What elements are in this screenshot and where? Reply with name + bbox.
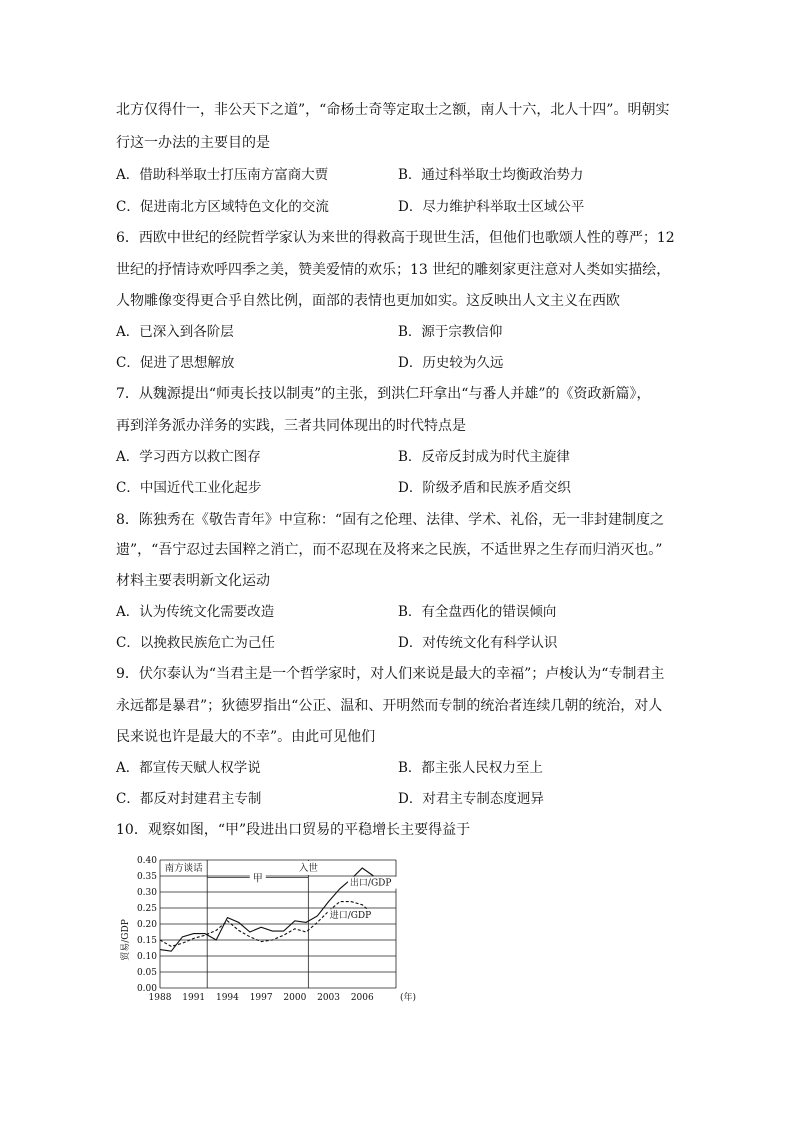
y-tick-label: 0.15 bbox=[136, 936, 157, 946]
y-tick-label: 0.00 bbox=[136, 984, 157, 994]
q9-option-a: A．都宣传天赋人权学说 bbox=[116, 760, 261, 776]
left-period-label: 南方谈话 bbox=[164, 863, 203, 874]
q10-stem: 10．观察如图，“甲”段进出口贸易的平稳增长主要得益于 bbox=[116, 822, 471, 838]
q9-stem-line-2: 永远都是暴君”；狄德罗指出“公正、温和、开明然而专制的统治者连续几朝的统治，对人 bbox=[116, 698, 663, 714]
q8-option-d: D．对传统文化有科学认识 bbox=[398, 635, 558, 651]
x-tick-label: 1997 bbox=[249, 993, 273, 1003]
q7-option-a: A．学习西方以救亡图存 bbox=[116, 449, 261, 465]
q9-stem-line-1: 9．伏尔泰认为“当君主是一个哲学家时，对人们来说是最大的幸福”；卢梭认为“专制君主 bbox=[116, 666, 665, 682]
x-tick-label: 1994 bbox=[215, 993, 239, 1003]
q5-option-c: C．促进南北方区域特色文化的交流 bbox=[116, 199, 329, 215]
q5-option-b: B．通过科举取士均衡政治势力 bbox=[398, 167, 584, 183]
q9-option-c: C．都反对封建君主专制 bbox=[116, 791, 262, 807]
y-tick-label: 0.25 bbox=[136, 904, 157, 914]
chart-series bbox=[160, 868, 406, 951]
y-tick-label: 0.05 bbox=[136, 968, 157, 978]
q7-option-d: D．阶级矛盾和民族矛盾交织 bbox=[398, 480, 571, 496]
trade-gdp-chart bbox=[116, 848, 436, 1008]
q7-option-b: B．反帝反封成为时代主旋律 bbox=[398, 449, 570, 465]
y-tick-label: 0.20 bbox=[136, 920, 157, 930]
q8-option-c: C．以挽救民族危亡为己任 bbox=[116, 635, 275, 651]
y-axis-label: 贸易/GDP bbox=[121, 919, 131, 961]
jia-label: 甲 bbox=[252, 873, 263, 885]
q6-option-d: D．历史较为久远 bbox=[398, 355, 504, 371]
q6-stem-line-2: 世纪的抒情诗欢呼四季之美，赞美爱情的欢乐；13 世纪的雕刻家更注意对人类如实描绘， bbox=[116, 262, 671, 278]
q7-stem-line-1: 7．从魏源提出“师夷长技以制夷”的主张，到洪仁玕拿出“与番人并雄”的《资政新篇》， bbox=[116, 386, 651, 402]
q9-stem-line-3: 民来说也许是最大的不幸”。由此可见他们 bbox=[116, 729, 376, 745]
x-tick-labels bbox=[149, 993, 374, 1003]
x-tick-label: 2000 bbox=[283, 993, 307, 1003]
x-tick-label: 1988 bbox=[148, 993, 172, 1003]
y-tick-label: 0.35 bbox=[136, 872, 157, 882]
export-series-label: 出口/GDP bbox=[349, 878, 392, 889]
y-tick-label: 0.10 bbox=[136, 952, 157, 962]
q6-option-c: C．促进了思想解放 bbox=[116, 355, 235, 371]
chart-annotations bbox=[161, 861, 322, 885]
q8-stem-line-1: 8．陈独秀在《敬告青年》中宣称：“固有之伦理、法律、学术、礼俗，无一非封建制度之 bbox=[116, 512, 665, 528]
q8-stem-line-2: 遗”，“吾宁忍过去国粹之消亡，而不忍现在及将来之民族，不适世界之生存而归消灭也。” bbox=[116, 542, 663, 558]
q5-stem-line-1: 北方仅得什一，非公天下之道”，“命杨士奇等定取士之额，南人十六，北人十四”。明朝实 bbox=[116, 102, 670, 118]
x-tick-label: 2003 bbox=[317, 993, 341, 1003]
q6-stem-line-1: 6．西欧中世纪的经院哲学家认为来世的得救高于现世生活，但他们也歌颂人性的尊严；12 bbox=[116, 230, 675, 246]
q9-option-d: D．对君主专制态度迥异 bbox=[398, 791, 544, 807]
q8-option-b: B．有全盘西化的错误倾向 bbox=[398, 604, 557, 620]
y-tick-label: 0.30 bbox=[136, 888, 157, 898]
y-tick-labels bbox=[137, 856, 157, 994]
right-period-label: 入世 bbox=[298, 863, 318, 874]
y-tick-label: 0.40 bbox=[136, 856, 157, 866]
x-axis-unit-label: (年) bbox=[400, 993, 417, 1003]
q6-stem-line-3: 人物雕像变得更合乎自然比例，面部的表情也更加如实。这反映出人文主义在西欧 bbox=[116, 293, 620, 309]
q8-option-a: A．认为传统文化需要改造 bbox=[116, 604, 275, 620]
q8-stem-line-3: 材料主要表明新文化运动 bbox=[116, 573, 270, 589]
q5-option-a: A．借助科举取士打压南方富商大贾 bbox=[116, 167, 329, 183]
q7-stem-line-2: 再到洋务派办洋务的实践，三者共同体现出的时代特点是 bbox=[116, 418, 466, 434]
q7-option-c: C．中国近代工业化起步 bbox=[116, 480, 262, 496]
x-tick-label: 2006 bbox=[350, 993, 374, 1003]
x-tick-label: 1991 bbox=[182, 993, 206, 1003]
q6-option-a: A．已深入到各阶层 bbox=[116, 324, 234, 340]
q5-option-d: D．尽力维护科举取士区域公平 bbox=[398, 199, 585, 215]
q6-option-b: B．源于宗教信仰 bbox=[398, 324, 503, 340]
import-series-label: 进口/GDP bbox=[329, 911, 372, 922]
q5-stem-line-2: 行这一办法的主要目的是 bbox=[116, 135, 270, 151]
q9-option-b: B．都主张人民权力至上 bbox=[398, 760, 543, 776]
